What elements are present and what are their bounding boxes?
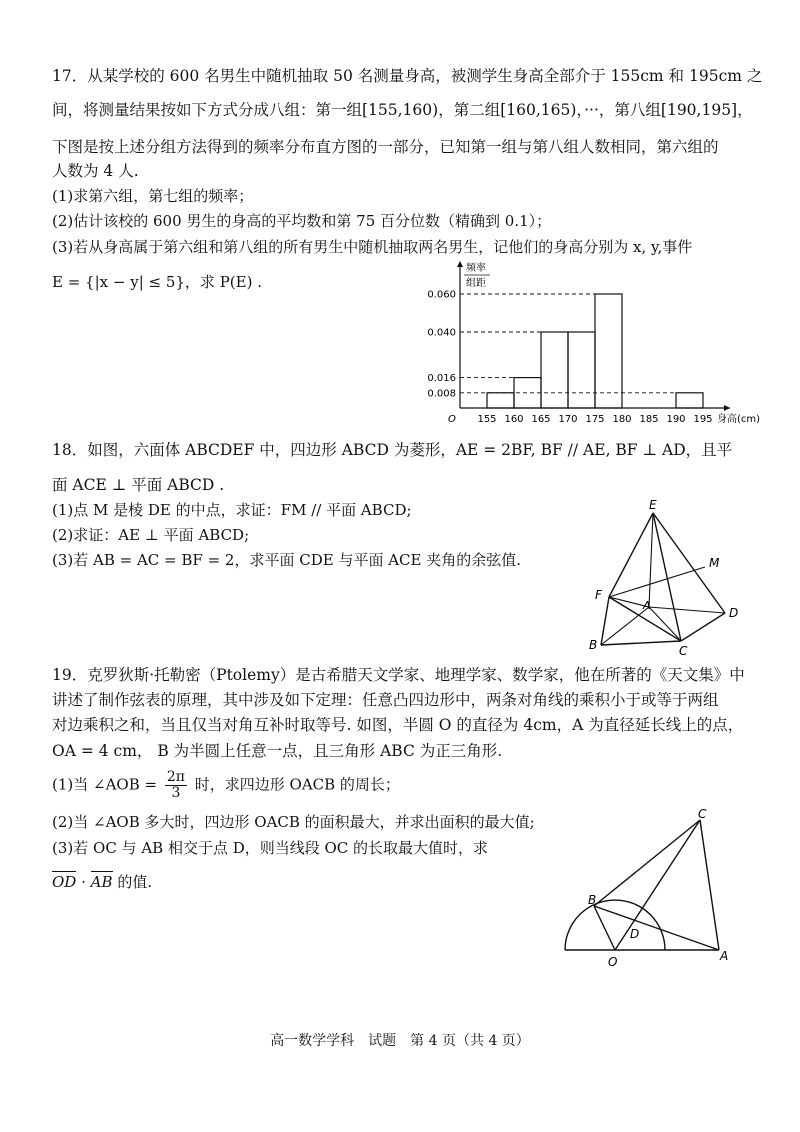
label-M: M [709, 556, 720, 570]
origin-label: O [448, 414, 456, 425]
label-E: E [649, 498, 657, 512]
x-axis-label: 身高(cm) [717, 414, 761, 425]
y-tick-label: 0.016 [427, 373, 456, 385]
q17-line4: 人数为 4 人. [52, 162, 139, 180]
label-F: F [595, 588, 602, 602]
q17-line2: 间，将测量结果按如下方式分成八组：第一组[155,160)，第二组[160,165)，···，第八组[190,195]， [52, 101, 753, 119]
q19-line4: OA = 4 cm， B 为半圆上任意一点，且三角形 ABC 为正三角形. [52, 742, 503, 760]
label-C: C [698, 807, 707, 821]
histogram-bar [676, 393, 703, 408]
page-footer: 高一数学学科 试题 第 4 页（共 4 页） [270, 1033, 530, 1049]
histogram-bar [595, 294, 622, 408]
q17-part1: (1)求第六组，第七组的频率； [52, 187, 254, 205]
q19-line3: 对边乘积之和，当且仅当对角互补时取等号. 如图，半圆 O 的直径为 4cm，A 为直径延长线上的点， [52, 716, 744, 734]
x-tick-label: 185 [639, 414, 659, 425]
ptolemy-figure [560, 808, 760, 970]
q19-part3: (3)若 OC 与 AB 相交于点 D，则当线段 OC 的长取最大值时，求 [52, 839, 489, 857]
q18-line1: 18．如图，六面体 ABCDEF 中，四边形 ABCD 为菱形，AE = 2BF, BF // AE, BF ⊥ AD，且平 [52, 441, 733, 459]
edge-AB [601, 607, 649, 645]
dot-operator: · [81, 873, 86, 891]
segment-CA [700, 820, 719, 950]
y-label-top: 频率 [466, 263, 486, 274]
edge-FM [609, 567, 705, 597]
x-tick-label: 190 [666, 414, 686, 425]
edge-CD [681, 613, 725, 641]
x-tick-label: 175 [585, 414, 605, 425]
label-D: D [729, 606, 739, 620]
x-tick-label: 180 [612, 414, 632, 425]
edge-EF [609, 513, 653, 597]
q17-part2: (2)估计该校的 600 男生的身高的平均数和第 75 百分位数（精确到 0.1）； [52, 212, 552, 230]
segment-AB [594, 906, 719, 950]
y-axis-arrow [457, 261, 463, 267]
q19-part2: (2)当 ∠AOB 多大时，四边形 OACB 的面积最大，并求出面积的最大值; [52, 813, 535, 831]
edge-AD [649, 607, 725, 613]
label-D: D [630, 927, 640, 941]
segment-BC [594, 820, 700, 906]
q19-part1 [52, 770, 400, 801]
y-label-bottom: 组距 [466, 278, 486, 289]
q19-part1-post: 时，求四边形 OACB 的周长； [194, 775, 400, 794]
q18-part1: (1)点 M 是棱 DE 的中点，求证：FM // 平面 ABCD; [52, 501, 412, 519]
hexahedron-figure [585, 495, 750, 658]
q18-part2: (2)求证：AE ⊥ 平面 ABCD; [52, 526, 250, 544]
x-tick-label: 155 [477, 414, 497, 425]
q17-line3: 下图是按上述分组方法得到的频率分布直方图的一部分，已知第一组与第八组人数相同，第六组的 [52, 138, 719, 156]
edge-EA [649, 513, 653, 607]
edge-BC [601, 641, 681, 645]
y-tick-label: 0.060 [427, 289, 456, 301]
y-tick-label: 0.008 [427, 388, 456, 400]
label-C: C [679, 644, 688, 658]
fraction-denominator: 3 [171, 785, 181, 801]
q19-part3-post: 的值. [117, 873, 153, 891]
x-tick-label: 195 [693, 414, 713, 425]
histogram-chart [420, 255, 761, 430]
histogram-bar [568, 332, 595, 408]
q19-part3-vector [52, 872, 152, 892]
q17-part3b: E = {|x − y| ≤ 5}，求 P(E) . [52, 273, 262, 291]
q17-line1: 17．从某学校的 600 名男生中随机抽取 50 名测量身高，被测学生身高全部介于 155cm 和 195cm 之 [52, 67, 763, 85]
q19-part1-pre: (1)当 ∠AOB = [52, 775, 158, 794]
edge-FB [601, 597, 609, 645]
q18-part3: (3)若 AB = AC = BF = 2，求平面 CDE 与平面 ACE 夹角的余弦值. [52, 551, 522, 569]
histogram-bar [541, 332, 568, 408]
vector-OD: OD [52, 873, 77, 891]
y-tick-label: 0.040 [427, 327, 456, 339]
label-A: A [720, 949, 729, 963]
x-tick-label: 165 [531, 414, 551, 425]
label-O: O [608, 955, 618, 969]
histogram-bar [487, 393, 514, 408]
x-tick-label: 170 [558, 414, 578, 425]
label-A: A [643, 599, 651, 612]
label-B: B [589, 638, 598, 652]
q19-line1: 19．克罗狄斯·托勒密（Ptolemy）是古希腊天文学家、地理学家、数学家，他在所著的《天文集》中 [52, 666, 745, 684]
fraction-numerator: 2π [166, 769, 185, 785]
q18-line2: 面 ACE ⊥ 平面 ABCD . [52, 476, 225, 494]
q17-part3: (3)若从身高属于第六组和第八组的所有男生中随机抽取两名男生，记他们的身高分别为 x, y,事件 [52, 238, 693, 256]
x-tick-label: 160 [504, 414, 524, 425]
label-B: B [588, 893, 597, 907]
segment-OC [615, 820, 700, 950]
vector-AB: AB [90, 873, 113, 891]
q19-line2: 讲述了制作弦表的原理，其中涉及如下定理：任意凸四边形中，两条对角线的乘积小于或等于两组 [52, 691, 719, 709]
x-axis-arrow [724, 405, 730, 411]
fraction-2pi-over-3 [165, 770, 187, 801]
